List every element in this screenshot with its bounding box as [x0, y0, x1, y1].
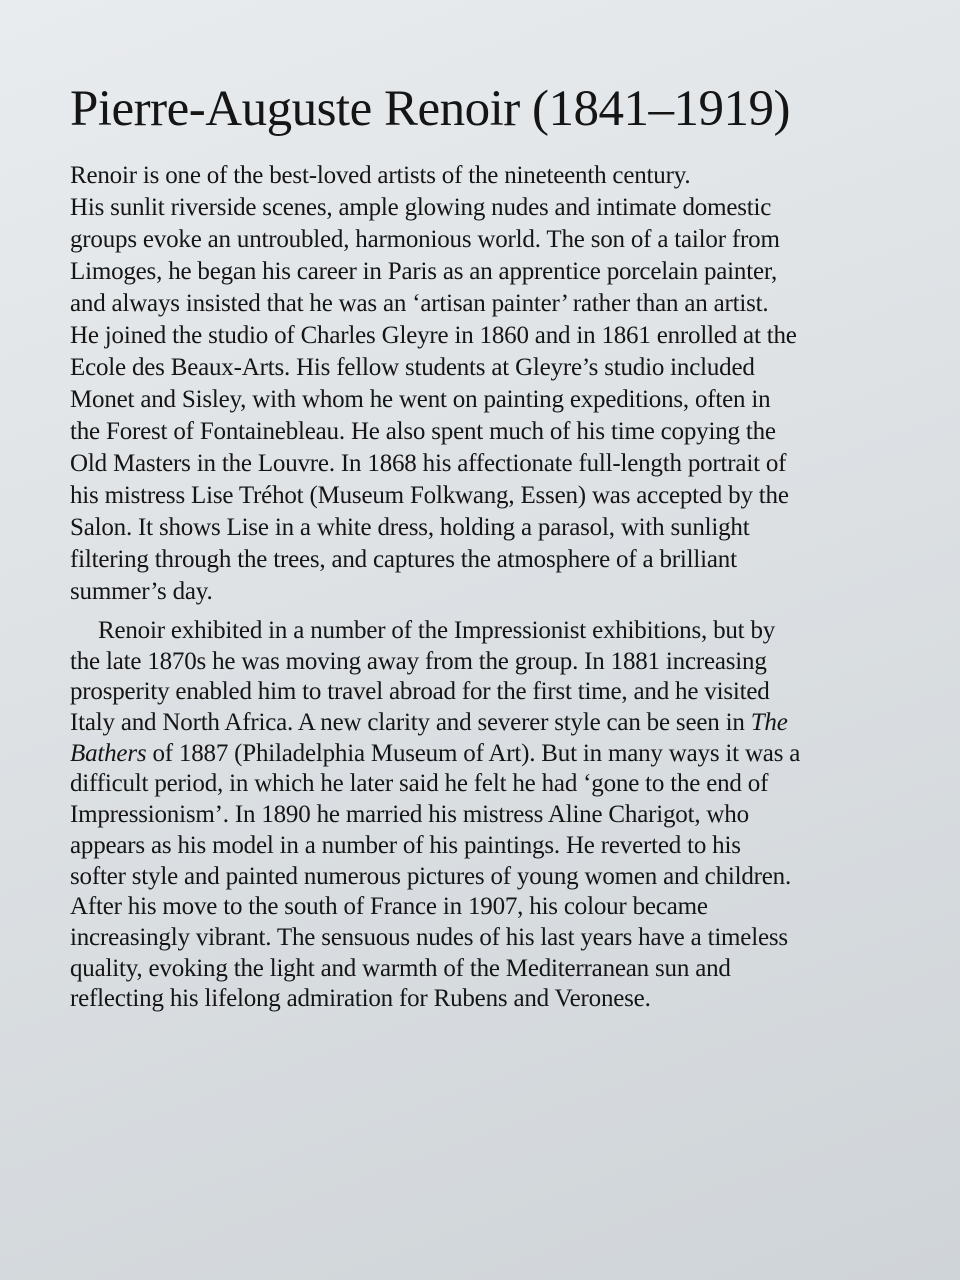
paragraph-1 [70, 160, 950, 608]
text-line: Renoir exhibited in a number of the Impressionist exhibitions, but by [98, 617, 776, 644]
text-line: Monet and Sisley, with whom he went on painting expeditions, often in [70, 386, 771, 413]
text-line: and always insisted that he was an ‘artisan painter’ rather than an artist. [70, 290, 769, 317]
text-line: appears as his model in a number of his paintings. He reverted to his [70, 831, 741, 859]
text-line: Limoges, he began his career in Paris as an apprentice porcelain painter, [70, 258, 778, 285]
text-line [70, 708, 950, 739]
text-line: Renoir is one of the best-loved artists of the nineteenth century. [70, 162, 691, 189]
text-line: His sunlit riverside scenes, ample glowing nudes and intimate domestic [70, 194, 772, 221]
text-line: reflecting his lifelong admiration for Rubens and Veronese. [70, 985, 651, 1013]
italic-title-segment: The [750, 709, 788, 737]
text-line: the late 1870s he was moving away from the group. In 1881 increasing [70, 647, 767, 675]
text-line: After his move to the south of France in 1907, his colour became [70, 893, 708, 921]
italic-title-segment: Bathers [70, 739, 147, 767]
text-line: the Forest of Fontainebleau. He also spent much of his time copying the [70, 418, 776, 445]
text-line: increasingly vibrant. The sensuous nudes of his last years have a timeless [70, 923, 788, 951]
text-line: filtering through the trees, and captures the atmosphere of a brilliant [70, 546, 737, 573]
page-title: Pierre-Auguste Renoir (1841–1919) [70, 81, 791, 137]
text-line: Impressionism’. In 1890 he married his mistress Aline Charigot, who [70, 801, 749, 829]
text-line [70, 739, 950, 770]
text-line: Ecole des Beaux-Arts. His fellow students at Gleyre’s studio included [70, 354, 755, 381]
text-line: summer’s day. [70, 578, 213, 605]
text-line: Old Masters in the Louvre. In 1868 his affectionate full-length portrait of [70, 450, 787, 477]
text-line: his mistress Lise Tréhot (Museum Folkwang, Essen) was accepted by the [70, 482, 789, 509]
text-line: softer style and painted numerous pictures of young women and children. [70, 862, 792, 890]
text-segment: Italy and North Africa. A new clarity and severer style can be seen in [70, 709, 745, 737]
text-segment: of 1887 (Philadelphia Museum of Art). But in many ways it was a [152, 739, 801, 767]
text-line: He joined the studio of Charles Gleyre in 1860 and in 1861 enrolled at the [70, 322, 797, 349]
text-line: quality, evoking the light and warmth of the Mediterranean sun and [70, 954, 731, 982]
text-line: prosperity enabled him to travel abroad for the first time, and he visited [70, 678, 770, 706]
text-line: difficult period, in which he later said he felt he had ‘gone to the end of [70, 770, 769, 798]
text-line: Salon. It shows Lise in a white dress, holding a parasol, with sunlight [70, 514, 750, 541]
text-line: groups evoke an untroubled, harmonious world. The son of a tailor from [70, 226, 780, 253]
paragraph-2 [70, 616, 950, 1015]
